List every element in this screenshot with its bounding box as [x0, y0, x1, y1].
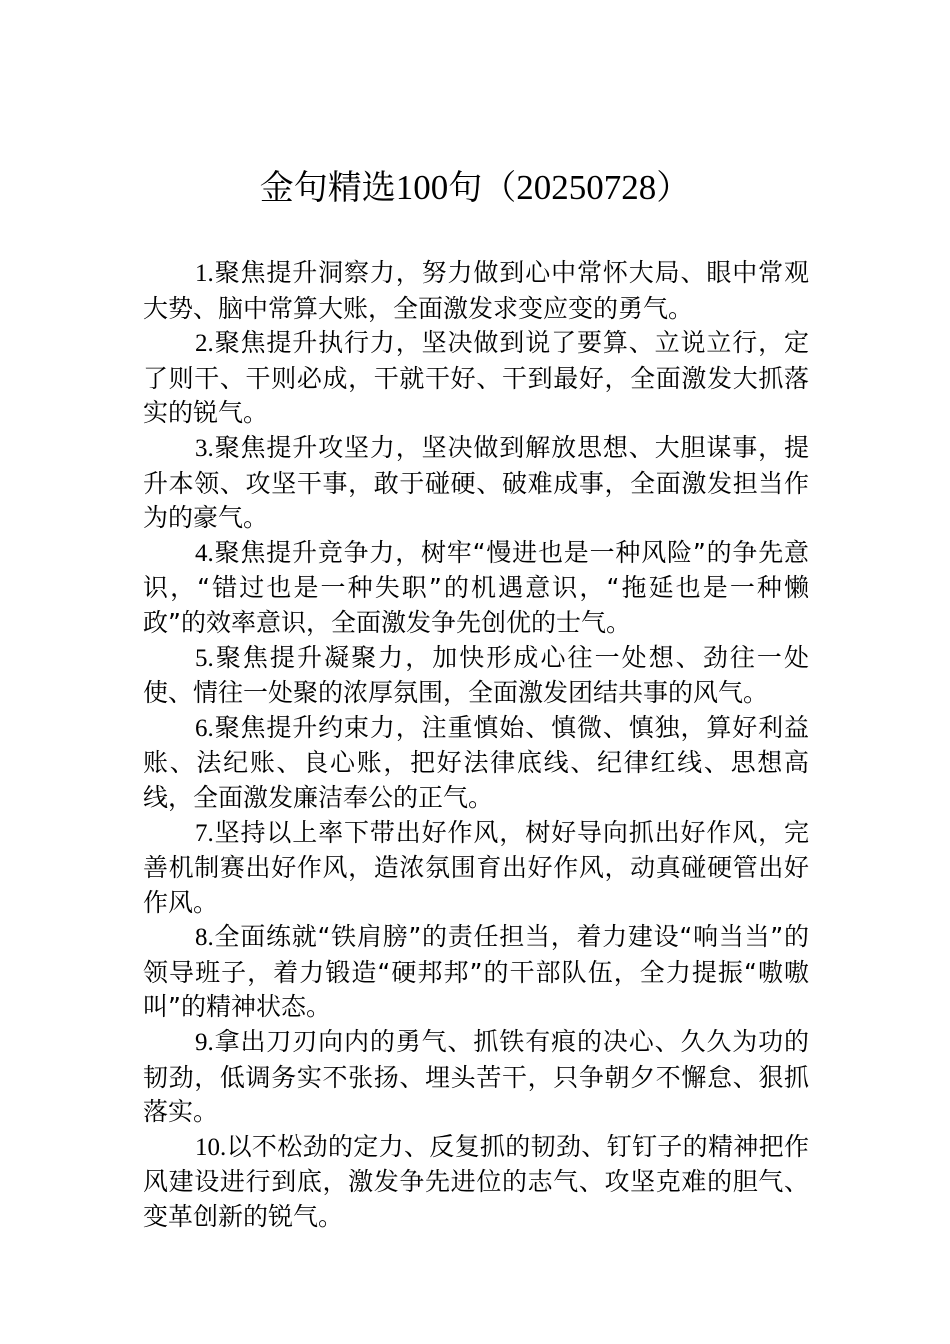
paragraph-8	[143, 920, 809, 1025]
paragraph-number: 5.	[195, 644, 214, 672]
title-date: 20250728	[516, 168, 657, 207]
document-body	[143, 256, 809, 1235]
paragraph-number: 1.	[195, 260, 214, 287]
paragraph-number: 2.	[195, 330, 214, 358]
paragraph-text: 坚持以上率下带出好作风，树好导向抓出好作风，完善机制赛出好作风，造浓氛围育出好作风，动真碰硬管出好作风。	[143, 817, 809, 917]
paragraph-2	[143, 326, 809, 431]
paragraph-text: 聚焦提升凝聚力，加快形成心往一处想、劲往一处使、情往一处聚的浓厚氛围，全面激发团结共事的风气。	[143, 642, 809, 708]
paragraph-number: 7.	[195, 819, 214, 847]
paragraph-text: 聚焦提升约束力，注重慎始、慎微、慎独，算好利益账、法纪账、良心账，把好法律底线、纪律红线、思想高线，全面激发廉洁奉公的正气。	[143, 712, 809, 812]
paragraph-10	[143, 1130, 809, 1235]
paragraph-number: 10.	[195, 1133, 227, 1161]
paragraph-1	[143, 256, 809, 326]
paragraph-number: 9.	[195, 1029, 214, 1057]
paragraph-text: 聚焦提升竞争力，树牢“慢进也是一种风险”的争先意识，“错过也是一种失职”的机遇意识，“拖延也是一种懒政”的效率意识，全面激发争先创优的士气。	[143, 537, 809, 637]
paragraph-text: 聚焦提升攻坚力，坚决做到解放思想、大胆谋事，提升本领、攻坚干事，敢于碰硬、破难成事，全面激发担当作为的豪气。	[143, 432, 809, 533]
paragraph-4	[143, 536, 809, 641]
paragraph-number: 6.	[195, 714, 214, 742]
paragraph-text: 聚焦提升执行力，坚决做到说了要算、立说立行，定了则干、干则必成，干就干好、干到最好，全面激发大抓落实的锐气。	[143, 328, 809, 428]
title-close: ）	[656, 168, 691, 208]
page-title	[0, 163, 950, 213]
paragraph-text: 拿出刀刃向内的勇气、抓铁有痕的决心、久久为功的韧劲，低调务实不张扬、埋头苦干，只争朝夕不懈怠、狠抓落实。	[143, 1027, 809, 1127]
paragraph-number: 8.	[195, 924, 214, 952]
paragraph-text: 聚焦提升洞察力，努力做到心中常怀大局、眼中常观大势、脑中常算大账，全面激发求变应变的勇气。	[143, 258, 809, 323]
paragraph-number: 3.	[195, 434, 214, 462]
title-suffix: 句（	[448, 168, 517, 208]
paragraph-5	[143, 641, 809, 711]
title-number: 100	[395, 168, 449, 207]
title-prefix: 金句精选	[259, 168, 396, 208]
paragraph-text: 以不松劲的定力、反复抓的韧劲、钉钉子的精神把作风建设进行到底，激发争先进位的志气、攻坚克难的胆气、变革创新的锐气。	[143, 1131, 809, 1232]
paragraph-text: 全面练就“铁肩膀”的责任担当，着力建设“响当当”的领导班子，着力锻造“硬邦邦”的干部队伍，全力提振“嗷嗷叫”的精神状态。	[143, 922, 809, 1022]
paragraph-6	[143, 711, 809, 816]
paragraph-number: 4.	[195, 539, 214, 567]
paragraph-7	[143, 816, 809, 921]
paragraph-3	[143, 431, 809, 536]
paragraph-9	[143, 1025, 809, 1130]
